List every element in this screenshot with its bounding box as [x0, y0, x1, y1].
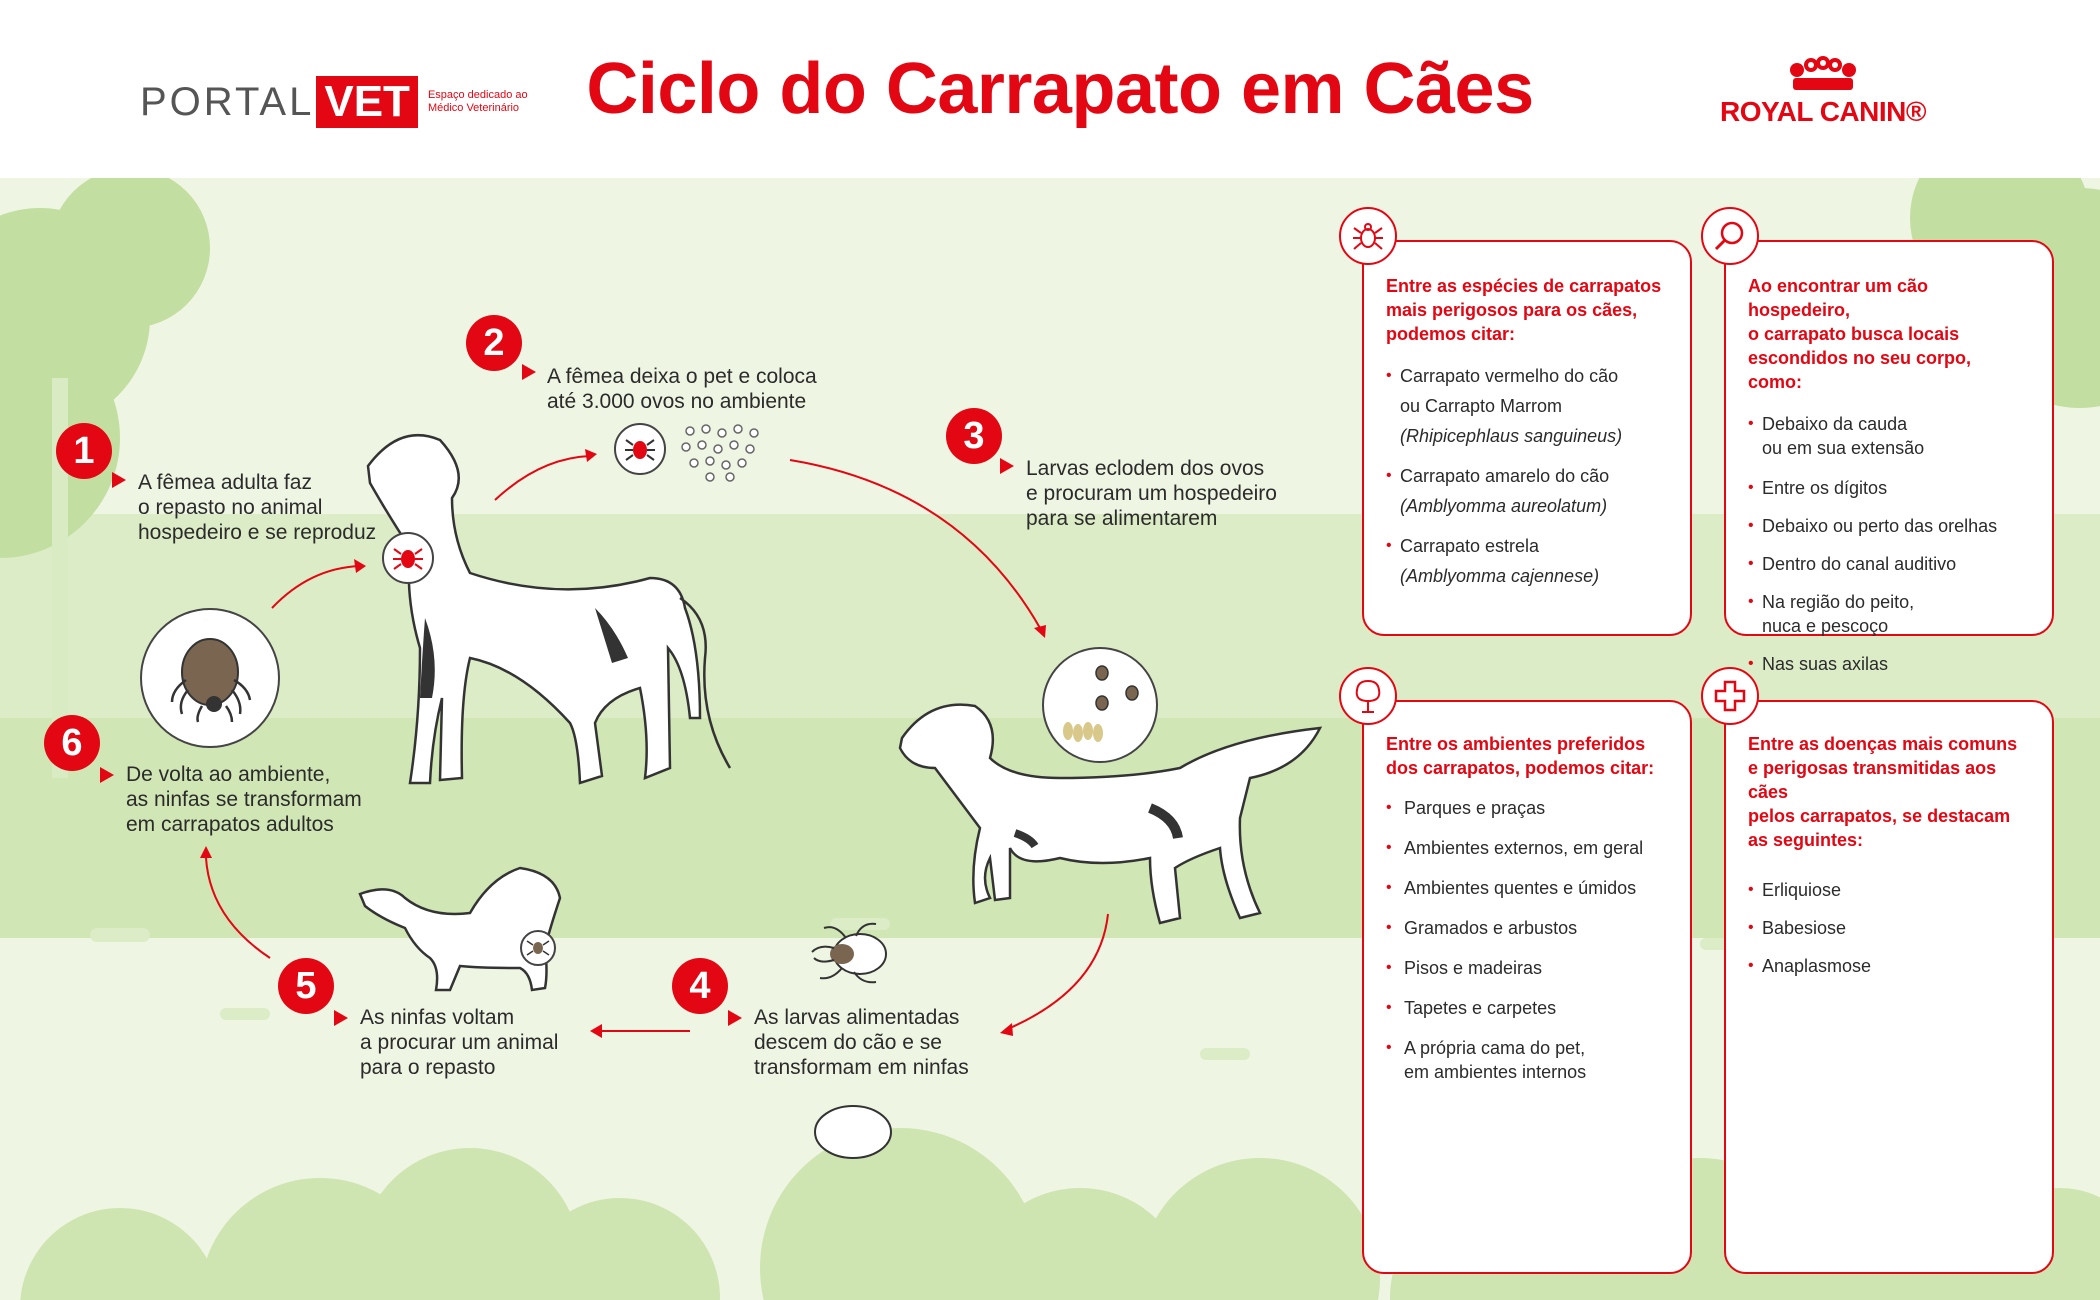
egg-tick-circle	[614, 423, 666, 475]
environments-card-title: Entre os ambientes preferidos dos carrapatos, podemos citar:	[1386, 734, 1655, 778]
list-item: • Debaixo ou perto das orelhas	[1748, 514, 2030, 538]
list-item: • Na região do peito, nuca e pescoço	[1748, 590, 2030, 638]
page-title: Ciclo do Carrapato em Cães	[586, 49, 1534, 129]
tick-icon	[1348, 216, 1388, 256]
step-1-number: 1	[56, 423, 112, 479]
eggs-illustration	[680, 423, 770, 483]
list-item: • Dentro do canal auditivo	[1748, 552, 2030, 576]
portalvet-logo[interactable]	[140, 72, 528, 132]
list-item: • Nas suas axilas	[1748, 652, 2030, 676]
list-item: • Gramados e arbustos	[1386, 916, 1668, 940]
list-item: • Ambientes externos, em geral	[1386, 836, 1668, 860]
list-item: • Entre os dígitos	[1748, 476, 2030, 500]
step-5-number: 5	[278, 958, 334, 1014]
portal-wordmark: PORTAL	[140, 79, 315, 124]
step-2-number: 2	[466, 315, 522, 371]
adult-tick-circle	[140, 608, 280, 748]
step-3-number: 3	[946, 408, 1002, 464]
step-2-text: A fêmea deixa o pet e coloca até 3.000 ovos no ambiente	[547, 365, 817, 413]
step-4-text: As larvas alimentadas descem do cão e se transformam em ninfas	[754, 1006, 969, 1079]
step-5-text: As ninfas voltam a procurar um animal para o repasto	[360, 1006, 559, 1079]
list-item: • Anaplasmose	[1748, 954, 2030, 978]
tick-on-small-dog-circle	[520, 930, 556, 966]
portalvet-tagline: Espaço dedicado ao Médico Veterinário	[427, 89, 528, 114]
magnifier-icon	[1710, 216, 1750, 256]
crown-icon	[1781, 56, 1865, 96]
step-4-pointer	[728, 1010, 742, 1026]
hiding-places-card-badge	[1701, 207, 1759, 265]
list-item: • Ambientes quentes e úmidos	[1386, 876, 1668, 900]
hiding-places-list	[1748, 412, 2030, 676]
step-2-pointer	[522, 364, 536, 380]
environments-list	[1386, 796, 1668, 1084]
environments-card-badge	[1339, 667, 1397, 725]
list-item: • Parques e praças	[1386, 796, 1668, 820]
tick-icon	[522, 932, 554, 964]
step-6-text: De volta ao ambiente, as ninfas se transformam em carrapatos adultos	[126, 763, 362, 836]
diseases-card	[1724, 700, 2054, 1274]
larvae-circle	[1042, 647, 1158, 763]
species-list	[1386, 364, 1668, 588]
medical-cross-icon	[1710, 676, 1750, 716]
tick-icon	[142, 610, 278, 746]
list-item: • Debaixo da cauda ou em sua extensão	[1748, 412, 2030, 460]
step-3-pointer	[1000, 458, 1014, 474]
step-6-pointer	[100, 767, 114, 783]
nymph-tick-icon	[806, 918, 896, 988]
list-item: • Carrapato vermelho do cão ou Carrapto Marrom (Rhipicephlaus sanguineus)	[1386, 364, 1668, 448]
larvae-icon	[1044, 649, 1156, 761]
step-1-pointer	[112, 472, 126, 488]
species-card-badge	[1339, 207, 1397, 265]
diseases-card-title: Entre as doenças mais comuns e perigosas transmitidas aos cães pelos carrapatos, se destacam as seguintes:	[1748, 734, 2018, 850]
list-item: • A própria cama do pet, em ambientes internos	[1386, 1036, 1668, 1084]
list-item: • Carrapato estrela (Amblyomma cajennese)	[1386, 534, 1668, 588]
hiding-places-card	[1724, 240, 2054, 674]
lifecycle-scene	[0, 178, 2100, 1300]
list-item: • Pisos e madeiras	[1386, 956, 1668, 980]
step-6-number: 6	[44, 715, 100, 771]
step-5-pointer	[334, 1010, 348, 1026]
nymph-tick-illustration	[815, 1106, 891, 1158]
species-card-title: Entre as espécies de carrapatos mais perigosos para os cães, podemos citar:	[1386, 276, 1662, 344]
tick-icon	[616, 425, 664, 473]
hiding-places-card-title: Ao encontrar um cão hospedeiro, o carrapato busca locais escondidos no seu corpo, como:	[1748, 276, 1972, 392]
header	[0, 0, 2100, 178]
step-4-number: 4	[672, 958, 728, 1014]
list-item: • Babesiose	[1748, 916, 2030, 940]
list-item: • Erliquiose	[1748, 878, 2030, 902]
diseases-list	[1748, 878, 2030, 978]
environments-card	[1362, 700, 1692, 1274]
royal-canin-logo[interactable]	[1718, 56, 1928, 128]
step-3-text: Larvas eclodem dos ovos e procuram um hospedeiro para se alimentarem	[1026, 457, 1277, 530]
step-1-text: A fêmea adulta faz o repasto no animal hospedeiro e se reproduz	[138, 471, 377, 544]
list-item: • Tapetes e carpetes	[1386, 996, 1668, 1020]
species-card	[1362, 240, 1692, 636]
tree-icon	[1348, 676, 1388, 716]
list-item: • Carrapato amarelo do cão (Amblyomma aureolatum)	[1386, 464, 1668, 518]
royal-canin-wordmark: ROYAL CANIN®	[1720, 96, 1926, 127]
diseases-card-badge	[1701, 667, 1759, 725]
vet-wordmark: VET	[316, 76, 418, 128]
